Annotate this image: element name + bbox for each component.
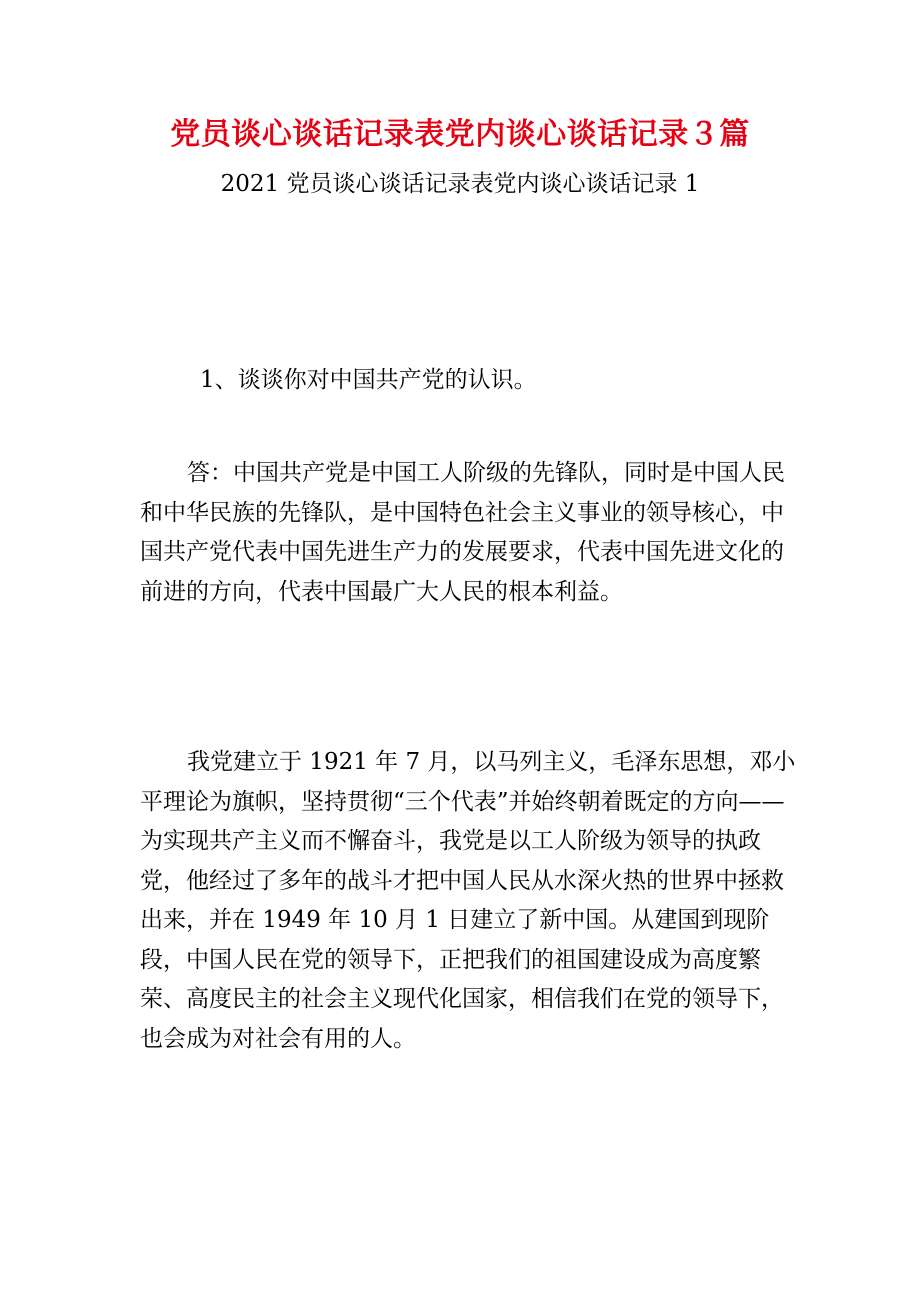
document-subtitle: 2021 党员谈心谈话记录表党内谈心谈话记录 1 (220, 171, 700, 197)
body-paragraph: 我党建立于 1921 年 7 月，以马列主义，毛泽东思想，邓小平理论为旗帜，坚持贯彻“三个代表”并始终朝着既定的方向——为实现共产主义而不懈奋斗，我党是以工人阶级为领导的执政党，他经过了多年的战斗才把中国人民从水深火热的世界中拯救出来，并在 1949 年 10 月 1 日建立了新中国。从建国到现阶段，中国人民在党的领导下，正把我们的祖国建设成为高度繁荣、高度民主的社会主义现代化国家，相信我们在党的领导下，也会成为对社会有用的人。 (140, 749, 796, 1052)
answer-paragraph: 答：中国共产党是中国工人阶级的先锋队，同时是中国人民和中华民族的先锋队，是中国特色社会主义事业的领导核心，中国共产党代表中国先进生产力的发展要求，代表中国先进文化的前进的方向，代表中国最广大人民的根本利益。 (140, 460, 785, 605)
document-title: 党员谈心谈话记录表党内谈心谈话记录３篇 (170, 117, 750, 152)
question-heading: 1、谈谈你对中国共产党的认识。 (200, 367, 537, 393)
